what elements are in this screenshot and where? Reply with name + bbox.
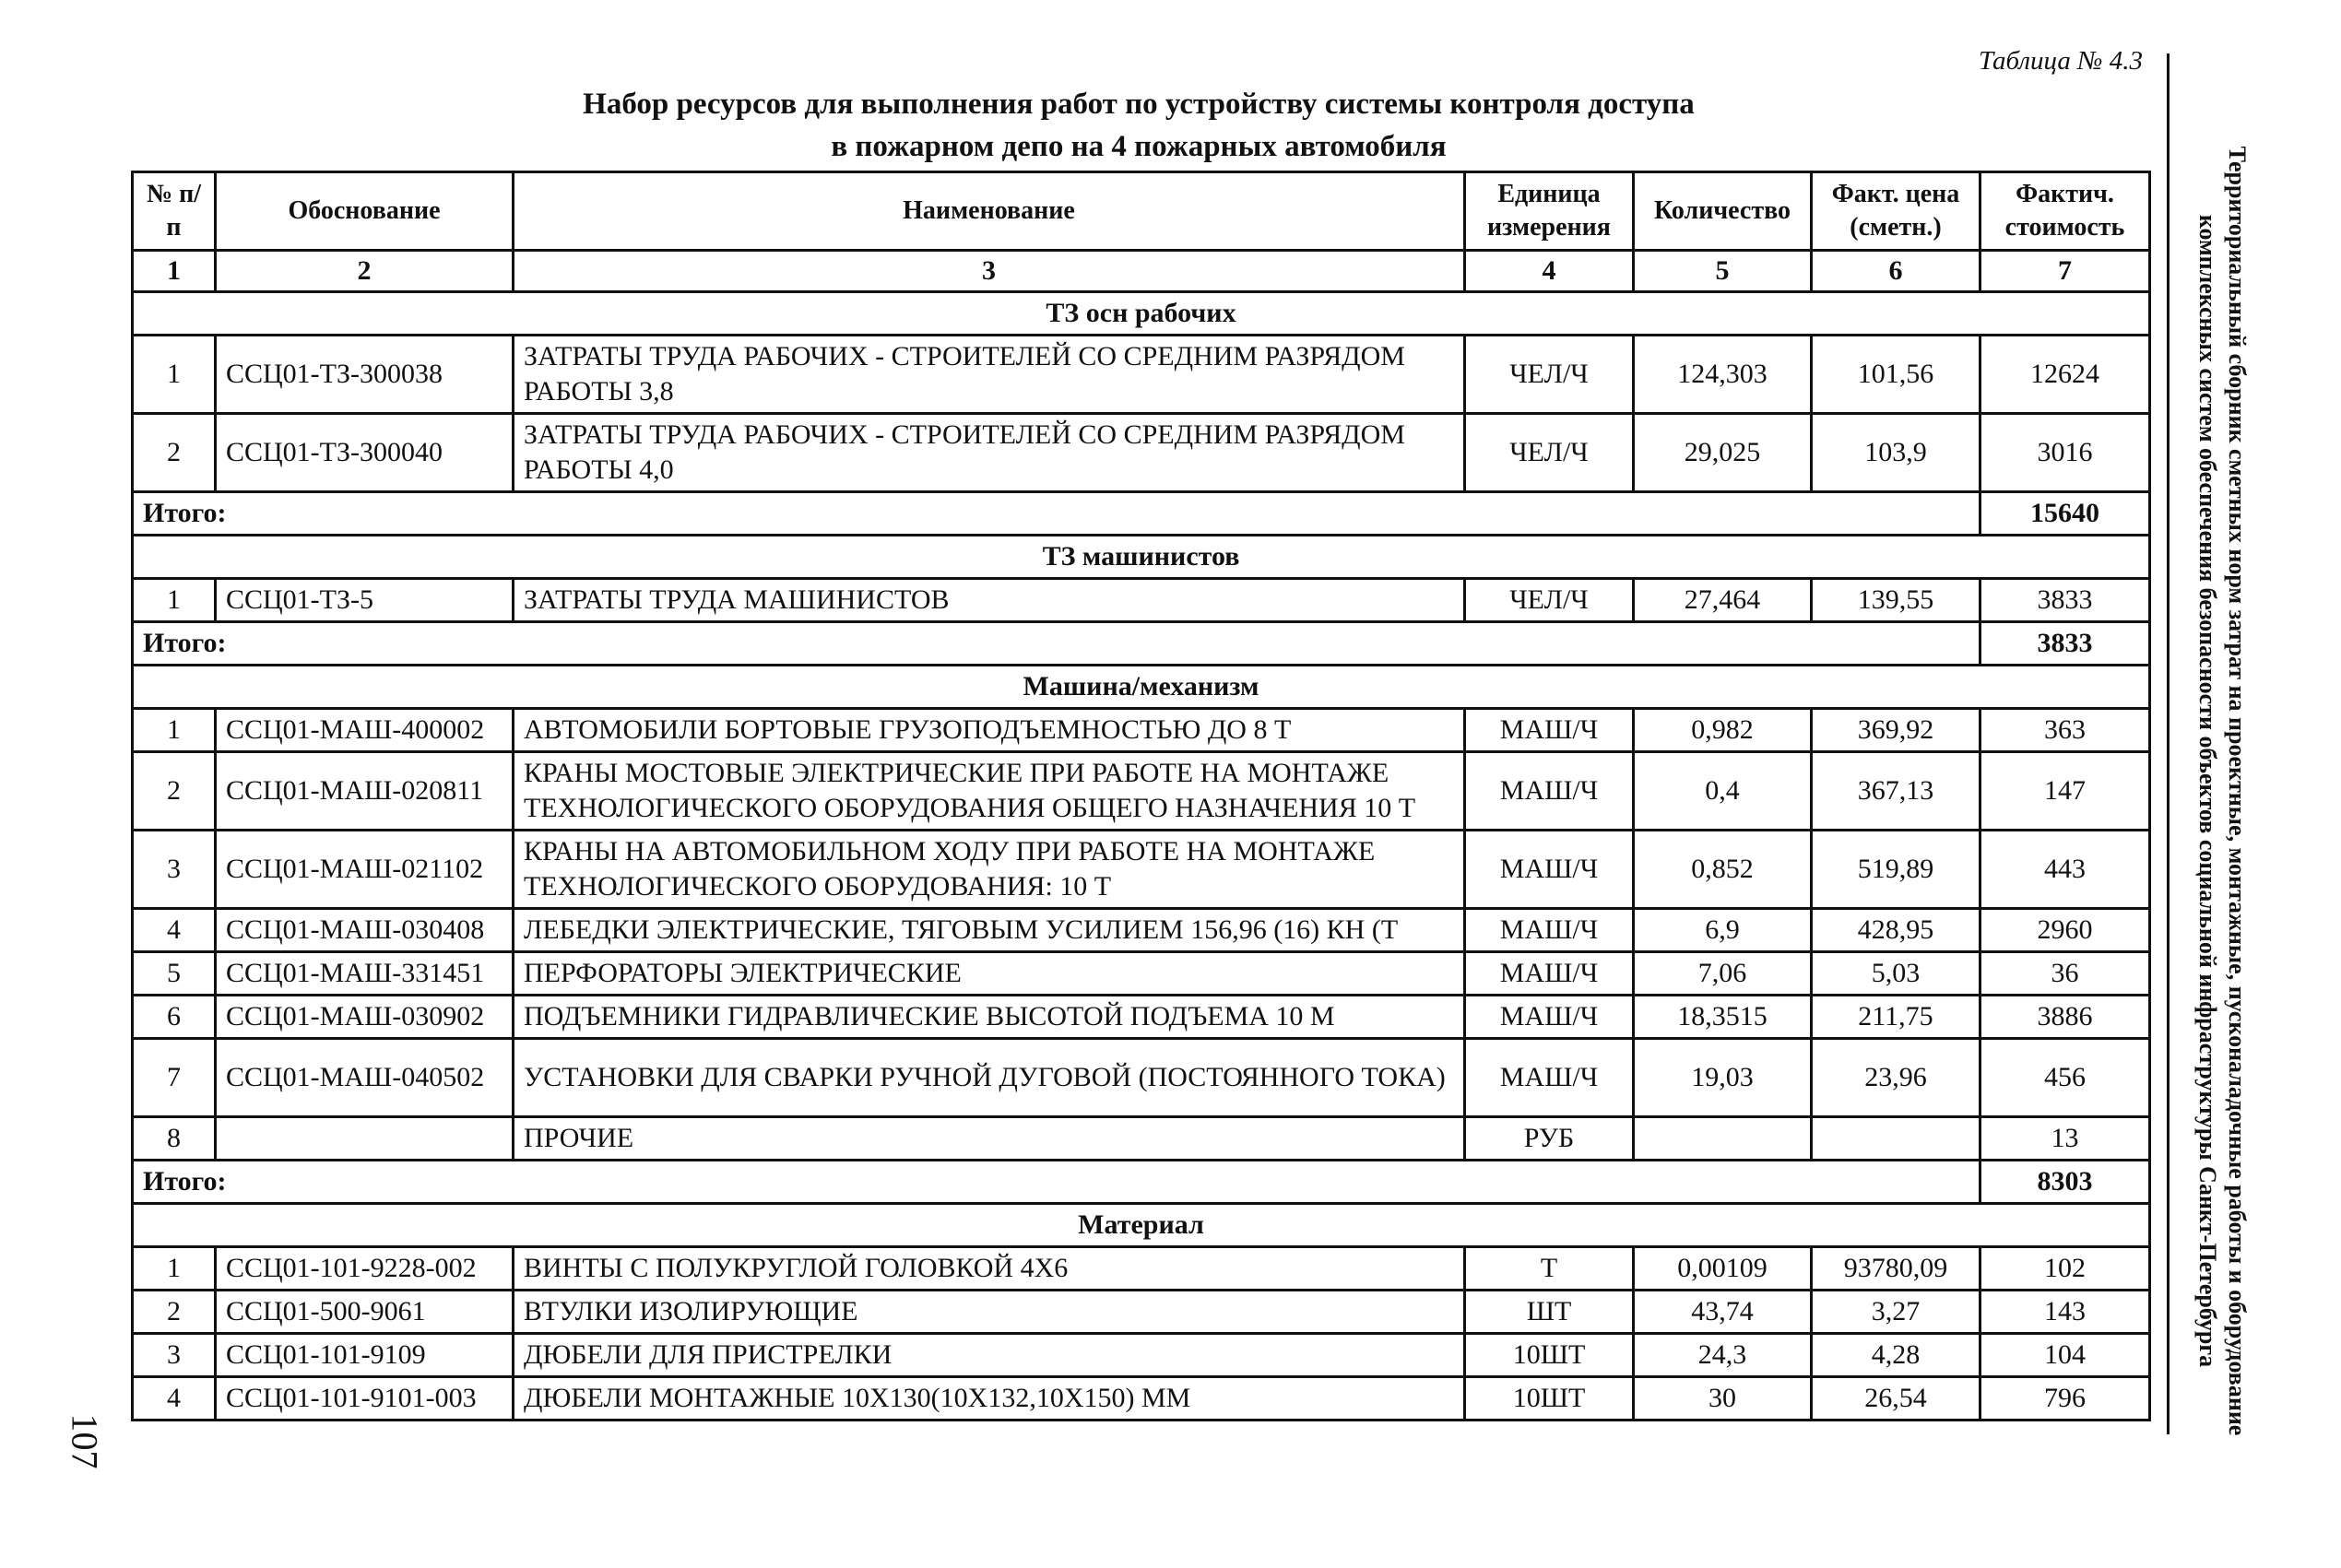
- cell-qty: 29,025: [1634, 414, 1812, 492]
- cell-cost: 3833: [1980, 579, 2150, 622]
- total-value: 8303: [1980, 1161, 2150, 1204]
- col-header-cost: Фактич. стоимость: [1980, 172, 2150, 251]
- cell-name: ПРОЧИЕ: [514, 1117, 1465, 1161]
- table-row: [133, 336, 2150, 414]
- side-caption-line-2: комплексных систем обеспечения безопасности объектов социальной инфраструктуры Санкт-Петербурга: [2194, 214, 2221, 1368]
- cell-basis: ССЦ01-101-9101-003: [216, 1377, 514, 1421]
- cell-cost: 102: [1980, 1247, 2150, 1291]
- cell-num: 2: [133, 752, 216, 831]
- total-row: [133, 622, 2150, 666]
- total-label: Итого:: [133, 492, 1980, 536]
- col-header-price: Факт. цена (сметн.): [1812, 172, 1980, 251]
- cell-basis: ССЦ01-500-9061: [216, 1291, 514, 1334]
- cell-qty: 0,00109: [1634, 1247, 1812, 1291]
- cell-num: 4: [133, 909, 216, 952]
- cell-cost: 104: [1980, 1334, 2150, 1377]
- section-title: ТЗ машинистов: [133, 536, 2150, 579]
- cell-cost: 3016: [1980, 414, 2150, 492]
- cell-qty: 24,3: [1634, 1334, 1812, 1377]
- page-title: [129, 83, 2148, 168]
- cell-price: 3,27: [1812, 1291, 1980, 1334]
- total-row: [133, 1161, 2150, 1204]
- cell-cost: 147: [1980, 752, 2150, 831]
- total-label: Итого:: [133, 1161, 1980, 1204]
- cell-name: КРАНЫ МОСТОВЫЕ ЭЛЕКТРИЧЕСКИЕ ПРИ РАБОТЕ НА МОНТАЖЕ ТЕХНОЛОГИЧЕСКОГО ОБОРУДОВАНИЯ ОБЩЕГО НАЗНАЧЕНИЯ 10 Т: [514, 752, 1465, 831]
- cell-price: 103,9: [1812, 414, 1980, 492]
- cell-unit: МАШ/Ч: [1465, 909, 1634, 952]
- cell-price: 519,89: [1812, 831, 1980, 909]
- cell-num: 5: [133, 952, 216, 996]
- cell-name: ЗАТРАТЫ ТРУДА МАШИНИСТОВ: [514, 579, 1465, 622]
- page-number: 107: [64, 1413, 106, 1469]
- cell-price: 211,75: [1812, 996, 1980, 1039]
- cell-unit: 10ШТ: [1465, 1377, 1634, 1421]
- cell-unit: РУБ: [1465, 1117, 1634, 1161]
- table-row: [133, 996, 2150, 1039]
- cell-unit: 10ШТ: [1465, 1334, 1634, 1377]
- cell-num: 1: [133, 579, 216, 622]
- cell-num: 3: [133, 831, 216, 909]
- cell-name: КРАНЫ НА АВТОМОБИЛЬНОМ ХОДУ ПРИ РАБОТЕ НА МОНТАЖЕ ТЕХНОЛОГИЧЕСКОГО ОБОРУДОВАНИЯ: 10 Т: [514, 831, 1465, 909]
- cell-name: ДЮБЕЛИ МОНТАЖНЫЕ 10Х130(10Х132,10Х150) ММ: [514, 1377, 1465, 1421]
- cell-unit: ЧЕЛ/Ч: [1465, 579, 1634, 622]
- cell-unit: МАШ/Ч: [1465, 1039, 1634, 1117]
- margin-rule: [2167, 53, 2170, 1434]
- cell-unit: ЧЕЛ/Ч: [1465, 414, 1634, 492]
- cell-qty: 0,4: [1634, 752, 1812, 831]
- cell-qty: 0,852: [1634, 831, 1812, 909]
- cell-qty: 18,3515: [1634, 996, 1812, 1039]
- cell-cost: 456: [1980, 1039, 2150, 1117]
- cell-num: 8: [133, 1117, 216, 1161]
- table-row: [133, 831, 2150, 909]
- table-row: [133, 1039, 2150, 1117]
- column-number: 3: [514, 251, 1465, 292]
- cell-name: АВТОМОБИЛИ БОРТОВЫЕ ГРУЗОПОДЪЕМНОСТЬЮ ДО 8 Т: [514, 709, 1465, 752]
- cell-basis: ССЦ01-101-9228-002: [216, 1247, 514, 1291]
- cell-qty: 19,03: [1634, 1039, 1812, 1117]
- cell-price: 93780,09: [1812, 1247, 1980, 1291]
- title-line-1: Набор ресурсов для выполнения работ по устройству системы контроля доступа: [583, 88, 1695, 121]
- column-number: 1: [133, 251, 216, 292]
- table-row: [133, 1334, 2150, 1377]
- section-header: [133, 536, 2150, 579]
- cell-qty: 7,06: [1634, 952, 1812, 996]
- header-row: [133, 172, 2150, 251]
- cell-unit: МАШ/Ч: [1465, 831, 1634, 909]
- table-row: [133, 414, 2150, 492]
- cell-price: 428,95: [1812, 909, 1980, 952]
- section-title: Машина/механизм: [133, 666, 2150, 709]
- col-header-basis: Обоснование: [216, 172, 514, 251]
- table-row: [133, 579, 2150, 622]
- cell-qty: [1634, 1117, 1812, 1161]
- column-number: 2: [216, 251, 514, 292]
- cell-unit: МАШ/Ч: [1465, 752, 1634, 831]
- cell-name: ЗАТРАТЫ ТРУДА РАБОЧИХ - СТРОИТЕЛЕЙ СО СРЕДНИМ РАЗРЯДОМ РАБОТЫ 3,8: [514, 336, 1465, 414]
- column-number: 6: [1812, 251, 1980, 292]
- cell-num: 7: [133, 1039, 216, 1117]
- cell-basis: ССЦ01-ТЗ-300038: [216, 336, 514, 414]
- cell-cost: 796: [1980, 1377, 2150, 1421]
- cell-num: 4: [133, 1377, 216, 1421]
- cell-name: ЗАТРАТЫ ТРУДА РАБОЧИХ - СТРОИТЕЛЕЙ СО СРЕДНИМ РАЗРЯДОМ РАБОТЫ 4,0: [514, 414, 1465, 492]
- cell-num: 1: [133, 1247, 216, 1291]
- cell-num: 3: [133, 1334, 216, 1377]
- section-header: [133, 666, 2150, 709]
- total-label: Итого:: [133, 622, 1980, 666]
- cell-unit: Т: [1465, 1247, 1634, 1291]
- total-row: [133, 492, 2150, 536]
- cell-name: ЛЕБЕДКИ ЭЛЕКТРИЧЕСКИЕ, ТЯГОВЫМ УСИЛИЕМ 156,96 (16) КН (Т: [514, 909, 1465, 952]
- cell-basis: [216, 1117, 514, 1161]
- cell-basis: ССЦ01-МАШ-021102: [216, 831, 514, 909]
- cell-price: 369,92: [1812, 709, 1980, 752]
- cell-cost: 143: [1980, 1291, 2150, 1334]
- section-header: [133, 292, 2150, 336]
- table-row: [133, 752, 2150, 831]
- table-row: [133, 909, 2150, 952]
- cell-basis: ССЦ01-МАШ-030408: [216, 909, 514, 952]
- cell-price: 26,54: [1812, 1377, 1980, 1421]
- col-header-qty: Количество: [1634, 172, 1812, 251]
- table-row: [133, 1377, 2150, 1421]
- cell-name: ПОДЪЕМНИКИ ГИДРАВЛИЧЕСКИЕ ВЫСОТОЙ ПОДЪЕМА 10 М: [514, 996, 1465, 1039]
- title-line-2: в пожарном депо на 4 пожарных автомобиля: [831, 130, 1447, 163]
- cell-num: 1: [133, 336, 216, 414]
- column-number: 7: [1980, 251, 2150, 292]
- cell-name: УСТАНОВКИ ДЛЯ СВАРКИ РУЧНОЙ ДУГОВОЙ (ПОСТОЯННОГО ТОКА): [514, 1039, 1465, 1117]
- cell-num: 2: [133, 1291, 216, 1334]
- cell-cost: 36: [1980, 952, 2150, 996]
- cell-name: ВИНТЫ С ПОЛУКРУГЛОЙ ГОЛОВКОЙ 4Х6: [514, 1247, 1465, 1291]
- cell-cost: 3886: [1980, 996, 2150, 1039]
- cell-price: 367,13: [1812, 752, 1980, 831]
- cell-price: 5,03: [1812, 952, 1980, 996]
- resources-table: [131, 171, 2151, 1421]
- cell-unit: МАШ/Ч: [1465, 952, 1634, 996]
- cell-price: 4,28: [1812, 1334, 1980, 1377]
- cell-qty: 6,9: [1634, 909, 1812, 952]
- table-row: [133, 1117, 2150, 1161]
- total-value: 3833: [1980, 622, 2150, 666]
- cell-cost: 13: [1980, 1117, 2150, 1161]
- cell-num: 2: [133, 414, 216, 492]
- cell-name: ДЮБЕЛИ ДЛЯ ПРИСТРЕЛКИ: [514, 1334, 1465, 1377]
- cell-qty: 30: [1634, 1377, 1812, 1421]
- cell-basis: ССЦ01-101-9109: [216, 1334, 514, 1377]
- table-row: [133, 1247, 2150, 1291]
- cell-cost: 363: [1980, 709, 2150, 752]
- table-number-label: Таблица № 4.3: [1978, 46, 2143, 76]
- cell-unit: ЧЕЛ/Ч: [1465, 336, 1634, 414]
- col-header-num: № п/п: [133, 172, 216, 251]
- cell-unit: ШТ: [1465, 1291, 1634, 1334]
- table-row: [133, 1291, 2150, 1334]
- cell-basis: ССЦ01-МАШ-040502: [216, 1039, 514, 1117]
- cell-unit: МАШ/Ч: [1465, 709, 1634, 752]
- cell-num: 1: [133, 709, 216, 752]
- col-header-unit: Единица измерения: [1465, 172, 1634, 251]
- cell-basis: ССЦ01-ТЗ-5: [216, 579, 514, 622]
- cell-qty: 0,982: [1634, 709, 1812, 752]
- cell-price: 101,56: [1812, 336, 1980, 414]
- table-row: [133, 952, 2150, 996]
- cell-cost: 443: [1980, 831, 2150, 909]
- cell-qty: 27,464: [1634, 579, 1812, 622]
- table-row: [133, 709, 2150, 752]
- cell-name: ВТУЛКИ ИЗОЛИРУЮЩИЕ: [514, 1291, 1465, 1334]
- col-header-name: Наименование: [514, 172, 1465, 251]
- cell-price: 23,96: [1812, 1039, 1980, 1117]
- cell-price: [1812, 1117, 1980, 1161]
- section-title: Материал: [133, 1204, 2150, 1247]
- column-number: 5: [1634, 251, 1812, 292]
- cell-basis: ССЦ01-МАШ-331451: [216, 952, 514, 996]
- cell-price: 139,55: [1812, 579, 1980, 622]
- cell-basis: ССЦ01-МАШ-020811: [216, 752, 514, 831]
- side-caption-text: [2193, 136, 2252, 1445]
- total-value: 15640: [1980, 492, 2150, 536]
- cell-unit: МАШ/Ч: [1465, 996, 1634, 1039]
- cell-basis: ССЦ01-ТЗ-300040: [216, 414, 514, 492]
- section-title: ТЗ осн рабочих: [133, 292, 2150, 336]
- side-caption: [2185, 136, 2259, 1445]
- column-number: 4: [1465, 251, 1634, 292]
- cell-qty: 124,303: [1634, 336, 1812, 414]
- side-caption-line-1: Территориальный сборник сметных норм затрат на проектные, монтажные, пусконаладочные работы и оборудование: [2224, 146, 2251, 1436]
- cell-num: 6: [133, 996, 216, 1039]
- column-number-row: [133, 251, 2150, 292]
- section-header: [133, 1204, 2150, 1247]
- cell-name: ПЕРФОРАТОРЫ ЭЛЕКТРИЧЕСКИЕ: [514, 952, 1465, 996]
- cell-basis: ССЦ01-МАШ-030902: [216, 996, 514, 1039]
- cell-basis: ССЦ01-МАШ-400002: [216, 709, 514, 752]
- cell-cost: 2960: [1980, 909, 2150, 952]
- cell-qty: 43,74: [1634, 1291, 1812, 1334]
- cell-cost: 12624: [1980, 336, 2150, 414]
